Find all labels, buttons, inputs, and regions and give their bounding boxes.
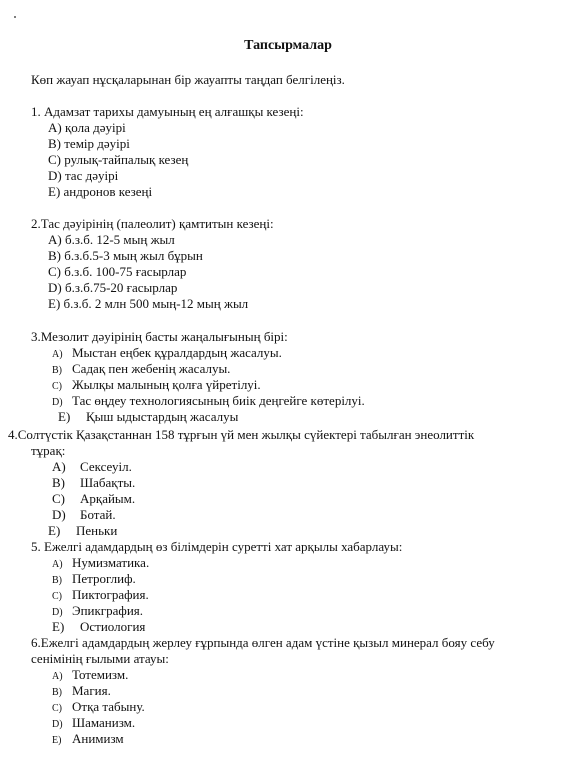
q3-option-d-letter: D)	[52, 397, 63, 408]
q6-option-b	[52, 683, 111, 700]
question-5: 5. Ежелгі адамдардың өз білімдерін суретті хат арқылы хабарлауы:	[31, 539, 403, 554]
q6-option-e-letter: E)	[52, 735, 62, 746]
question-1: 1. Адамзат тарихы дамуының ең алғашқы кезеңі:	[31, 104, 304, 119]
q4-option-a-text: Сексеуіл.	[80, 459, 132, 474]
q5-option-a-text: Нумизматика.	[72, 555, 150, 570]
q3-option-a-text: Мыстан еңбек құралдардың жасалуы.	[72, 345, 282, 360]
q6-option-d-letter: D)	[52, 719, 63, 730]
q3-option-a	[52, 345, 282, 362]
q5-option-c-letter: C)	[52, 591, 62, 602]
q3-option-d	[52, 393, 365, 410]
q2-option-c: C) б.з.б. 100-75 ғасырлар	[48, 264, 187, 279]
q3-option-b-letter: B)	[52, 365, 62, 376]
q3-option-e-text: Қыш ыдыстардың жасалуы	[86, 409, 239, 424]
question-6-continued: сенімінің ғылыми атауы:	[31, 651, 169, 666]
q3-option-b-text: Садақ пен жебенің жасалуы.	[72, 361, 231, 376]
q3-option-c	[52, 377, 261, 394]
q4-option-b-letter: B)	[52, 475, 65, 490]
q6-option-b-letter: B)	[52, 687, 62, 698]
q5-option-a-letter: A)	[52, 559, 63, 570]
q1-option-b: B) темір дәуірі	[48, 136, 130, 151]
page-title: Тапсырмалар	[244, 38, 332, 53]
q3-option-d-text: Тас өңдеу технологиясының биік деңгейге көтерілуі.	[72, 393, 365, 408]
question-2: 2.Тас дәуірінің (палеолит) қамтитын кезеңі:	[31, 216, 274, 231]
q6-option-a	[52, 667, 128, 684]
q4-option-c-letter: C)	[52, 491, 65, 506]
q6-option-d	[52, 715, 135, 732]
question-4-continued: тұрақ:	[31, 443, 66, 458]
q4-option-c	[52, 491, 135, 506]
q6-option-e	[52, 731, 124, 748]
q4-option-e-letter: E)	[48, 523, 61, 538]
q4-option-d	[52, 507, 116, 522]
q6-option-c-letter: C)	[52, 703, 62, 714]
q5-option-e	[52, 619, 145, 634]
instructions: Көп жауап нұсқаларынан бір жауапты таңдап белгілеңіз.	[31, 72, 345, 87]
q6-option-a-letter: A)	[52, 671, 63, 682]
q4-option-c-text: Арқайым.	[80, 491, 136, 506]
q5-option-e-text: Остиология	[80, 619, 146, 634]
q4-option-b-text: Шабақты.	[80, 475, 136, 490]
q4-option-a	[52, 459, 132, 474]
q5-option-b	[52, 571, 136, 588]
q5-option-c	[52, 587, 149, 604]
q3-option-e-letter: E)	[58, 409, 71, 424]
q2-option-d: D) б.з.б.75-20 ғасырлар	[48, 280, 178, 295]
question-6: 6.Ежелгі адамдардың жерлеу ғұрпында өлген адам үстіне қызыл минерал бояу себу	[31, 635, 495, 650]
q4-option-d-letter: D)	[52, 507, 66, 522]
q5-option-b-text: Петроглиф.	[72, 571, 136, 586]
q6-option-d-text: Шаманизм.	[72, 715, 136, 730]
q5-option-b-letter: B)	[52, 575, 62, 586]
q1-option-d: D) тас дәуірі	[48, 168, 119, 183]
q1-option-a: A) қола дәуірі	[48, 120, 126, 135]
q4-option-a-letter: A)	[52, 459, 66, 474]
q5-option-d-letter: D)	[52, 607, 63, 618]
q6-option-b-text: Магия.	[72, 683, 111, 698]
q4-option-e	[48, 523, 117, 538]
q3-option-e	[58, 409, 238, 424]
q2-option-b: B) б.з.б.5-3 мың жыл бұрын	[48, 248, 203, 263]
q6-option-c	[52, 699, 145, 716]
q6-option-c-text: Отқа табыну.	[72, 699, 145, 714]
stray-dot	[14, 16, 16, 18]
q1-option-e: E) андронов кезеңі	[48, 184, 153, 199]
q3-option-c-text: Жылқы малының қолға үйретілуі.	[72, 377, 261, 392]
q3-option-b	[52, 361, 230, 378]
q6-option-e-text: Анимизм	[72, 731, 124, 746]
q2-option-a: A) б.з.б. 12-5 мың жыл	[48, 232, 175, 247]
question-3: 3.Мезолит дәуірінің басты жаңалығының бірі:	[31, 329, 288, 344]
q3-option-c-letter: C)	[52, 381, 62, 392]
q5-option-a	[52, 555, 149, 572]
q6-option-a-text: Тотемизм.	[72, 667, 129, 682]
q2-option-e: E) б.з.б. 2 млн 500 мың-12 мың жыл	[48, 296, 249, 311]
q4-option-d-text: Ботай.	[80, 507, 116, 522]
q5-option-c-text: Пиктография.	[72, 587, 149, 602]
q5-option-d-text: Эпикграфия.	[72, 603, 144, 618]
q5-option-d	[52, 603, 143, 620]
question-4: 4.Солтүстік Қазақстаннан 158 тұрғын үй мен жылқы сүйектері табылған энеолиттік	[8, 427, 475, 442]
q3-option-a-letter: A)	[52, 349, 63, 360]
q4-option-b	[52, 475, 135, 490]
q4-option-e-text: Пеньки	[76, 523, 118, 538]
q1-option-c: C) рулық-тайпалық кезең	[48, 152, 189, 167]
q5-option-e-letter: E)	[52, 619, 65, 634]
